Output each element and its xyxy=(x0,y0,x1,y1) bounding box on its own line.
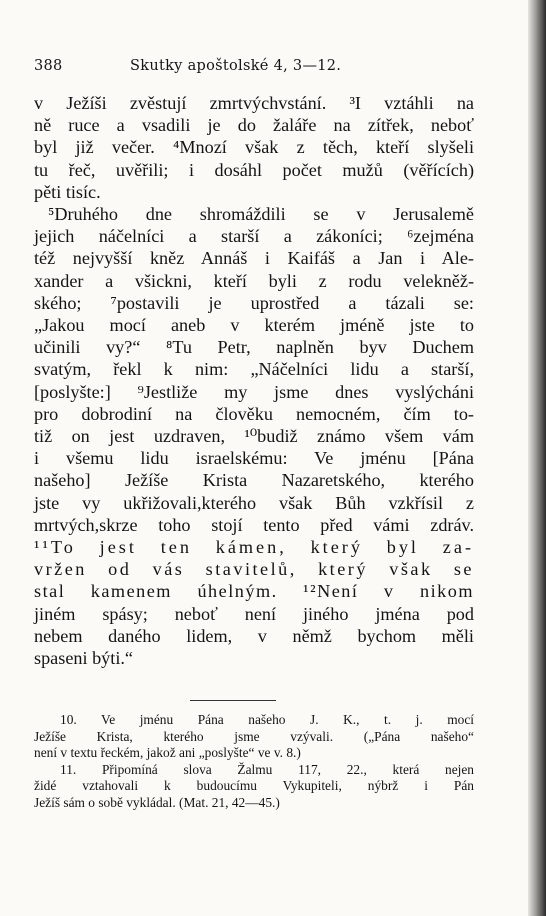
footnote-line: Ježíše Krista, kterého jsme vzývali. („Pána našeho“ xyxy=(34,728,474,744)
text-line: nebem daného lidem, v němž bychom měli xyxy=(34,625,474,646)
footnote-line: Ježíš sám o sobě vykládal. (Mat. 21, 42—45.) xyxy=(34,794,280,810)
text-line: ⁵Druhého dne shromáždili se v Jerusalemě xyxy=(48,204,474,225)
text-line: ¹¹To jest ten kámen, který byl za- xyxy=(34,537,474,558)
text-line: též nejvyšší kněz Annáš i Kaifáš a Jan i Ale- xyxy=(34,248,474,269)
text-line: jejich náčelníci a starší a zákoníci; ⁶zejména xyxy=(34,226,474,247)
text-line: i všemu lidu israelskému: Ve jménu [Pána xyxy=(34,448,474,469)
text-line: v Ježíši zvěstují zmrtvýchvstání. ³I vztáhli na xyxy=(34,93,474,113)
running-title: Skutky apoštolské 4, 3—12. xyxy=(130,58,342,74)
page-number: 388 xyxy=(34,58,63,74)
footnote-line: židé vztahovali k budoucímu Vykupiteli, nýbrž i Pán xyxy=(34,778,474,794)
text-line: jste vy ukřižovali,kterého však Bůh vzkřísil z xyxy=(34,492,474,513)
text-line: spaseni býti.“ xyxy=(34,648,134,669)
footnote-line: 11. Připomíná slova Žalmu 117, 22., která nejen xyxy=(60,761,474,777)
text-line: tu řeč, uvěřili; i dosáhl počet mužů (věřících) xyxy=(34,159,474,180)
footnote-divider xyxy=(190,700,276,701)
text-line: jiném spásy; neboť není jiného jména pod xyxy=(34,603,474,624)
text-line: mrtvých,skrze toho stojí tento před vámi zdráv. xyxy=(34,514,474,535)
text-line: učinili vy?“ ⁸Tu Petr, naplněn byv Duchem xyxy=(34,337,474,358)
text-line: tiž on jest uzdraven, ¹⁰budiž známo všem vám xyxy=(34,426,474,447)
text-line: ského; ⁷postavili je uprostřed a tázali se: xyxy=(34,292,474,313)
text-line: svatým, řekl k nim: „Náčelníci lidu a starší, xyxy=(34,359,474,380)
footnote-line: 10. Ve jménu Pána našeho J. K., t. j. mocí xyxy=(60,712,474,727)
text-line: pěti tisíc. xyxy=(34,181,101,202)
text-line: byl již večer. ⁴Mnozí však z těch, kteří slyšeli xyxy=(34,137,474,158)
main-text xyxy=(34,92,474,669)
text-line: xander a všickni, kteří byli z rodu velekněž- xyxy=(34,270,474,291)
page-edge-shadow xyxy=(528,0,546,916)
text-line: vržen od vás stavitelů, který však se xyxy=(34,559,474,580)
footnotes xyxy=(34,712,474,812)
text-line: [poslyšte:] ⁹Jestliže my jsme dnes vyslýcháni xyxy=(34,381,474,402)
text-line: našeho] Ježíše Krista Nazaretského, kterého xyxy=(34,470,474,491)
text-line: ně ruce a vsadili je do žaláře na zítřek, neboť xyxy=(34,115,474,136)
text-line: „Jakou mocí aneb v kterém jméně jste to xyxy=(34,315,474,336)
text-line: stal kamenem úhelným. ¹²Není v nikom xyxy=(34,581,474,602)
text-line: pro dobrodiní na člověku nemocném, čím to- xyxy=(34,403,474,424)
footnote-line: není v textu řeckém, jakož ani „poslyšte“ ve v. 8.) xyxy=(34,745,301,761)
